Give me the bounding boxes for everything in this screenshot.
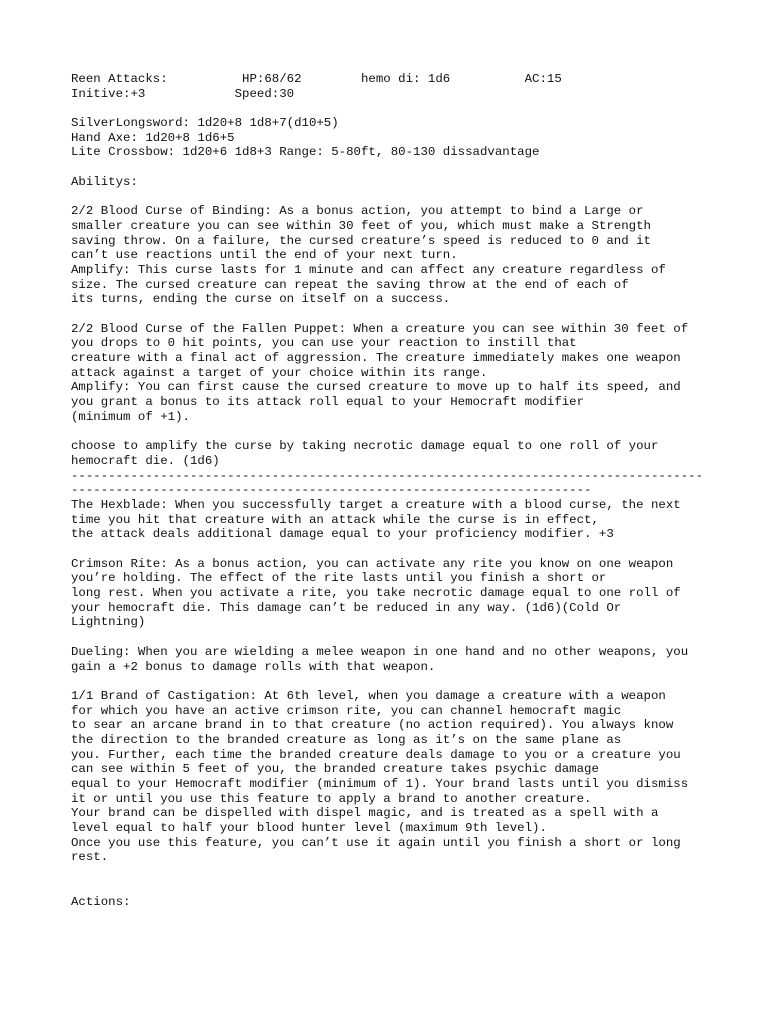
document-line: rest. — [71, 850, 109, 865]
document-line: hemocraft die. (1d6) — [71, 453, 220, 468]
document-line: Dueling: When you are wielding a melee weapon in one hand and no other weapons, you — [71, 644, 689, 659]
document-line — [71, 674, 711, 689]
document-line: time you hit that creature with an attack while the curse is in effect, — [71, 512, 599, 527]
document-line — [71, 101, 711, 116]
document-line: ------------------------------------------------------------------------------------- — [71, 468, 704, 483]
document-line — [71, 880, 711, 895]
document-line: Amplify: This curse lasts for 1 minute and can affect any creature regardless of — [71, 262, 666, 277]
document-line: 2/2 Blood Curse of Binding: As a bonus action, you attempt to bind a Large or — [71, 204, 644, 219]
document-line: Initive:+3 Speed:30 — [71, 86, 295, 101]
document-line: to sear an arcane brand in to that creature (no action required). You always know — [71, 718, 674, 733]
document-line: it or until you use this feature to apply a brand to another creature. — [71, 791, 592, 806]
document-line: you. Further, each time the branded creature deals damage to you or a creature you — [71, 747, 681, 762]
document-line: level equal to half your blood hunter level (maximum 9th level). — [71, 821, 547, 836]
document-line — [71, 307, 711, 322]
document-line: Crimson Rite: As a bonus action, you can activate any rite you know on one weapon — [71, 556, 674, 571]
document-line: (minimum of +1). — [71, 409, 190, 424]
document-line — [71, 630, 711, 645]
document-line: Hand Axe: 1d20+8 1d6+5 — [71, 130, 235, 145]
document-line: gain a +2 bonus to damage rolls with that weapon. — [71, 659, 436, 674]
document-line: smaller creature you can see within 30 feet of you, which must make a Strength — [71, 218, 651, 233]
document-line — [71, 865, 711, 880]
document-line: can see within 5 feet of you, the branded creature takes psychic damage — [71, 762, 599, 777]
document-line: Once you use this feature, you can’t use it again until you finish a short or long — [71, 835, 681, 850]
document-line: Your brand can be dispelled with dispel magic, and is treated as a spell with a — [71, 806, 659, 821]
document-line: size. The cursed creature can repeat the saving throw at the end of each of — [71, 277, 629, 292]
document-line: Lightning) — [71, 615, 146, 630]
document-line: you’re holding. The effect of the rite lasts until you finish a short or — [71, 571, 607, 586]
document-line: the direction to the branded creature as long as it’s on the same plane as — [71, 732, 622, 747]
document-line: 1/1 Brand of Castigation: At 6th level, when you damage a creature with a weapon — [71, 688, 666, 703]
document-line — [71, 160, 711, 175]
document-line — [71, 542, 711, 557]
document-line: attack against a target of your choice within its range. — [71, 365, 488, 380]
document-line: equal to your Hemocraft modifier (minimum of 1). Your brand lasts until you dismiss — [71, 777, 689, 791]
document-line: saving throw. On a failure, the cursed creature’s speed is reduced to 0 and it — [71, 233, 651, 248]
document-line — [71, 190, 711, 205]
document-line: long rest. When you activate a rite, you take necrotic damage equal to one roll of — [71, 586, 681, 601]
document-line: ---------------------------------------------------------------------- — [71, 483, 592, 498]
document-line: Actions: — [71, 894, 131, 909]
document-line: the attack deals additional damage equal to your proficiency modifier. +3 — [71, 527, 614, 542]
document-line: for which you have an active crimson rite, you can channel hemocraft magic — [71, 703, 622, 718]
document-line: Reen Attacks: HP:68/62 hemo di: 1d6 AC:15 — [71, 72, 562, 86]
document-line: Abilitys: — [71, 174, 138, 189]
document-line: 2/2 Blood Curse of the Fallen Puppet: When a creature you can see within 30 feet of — [71, 321, 689, 336]
document-line: its turns, ending the curse on itself on a success. — [71, 292, 451, 307]
document-line — [71, 425, 711, 440]
document-line: The Hexblade: When you successfully target a creature with a blood curse, the next — [71, 497, 681, 512]
document-line: SilverLongsword: 1d20+8 1d8+7(d10+5) — [71, 116, 339, 131]
document-line: your hemocraft die. This damage can’t be reduced in any way. (1d6)(Cold Or — [71, 600, 622, 615]
document-line: creature with a final act of aggression. The creature immediately makes one weapon — [71, 351, 681, 366]
document-line: choose to amplify the curse by taking necrotic damage equal to one roll of your — [71, 439, 659, 454]
document-line: you grant a bonus to its attack roll equal to your Hemocraft modifier — [71, 395, 585, 410]
document-line: Lite Crossbow: 1d20+6 1d8+3 Range: 5-80ft, 80-130 dissadvantage — [71, 145, 540, 160]
document-line: Amplify: You can first cause the cursed creature to move up to half its speed, and — [71, 380, 681, 395]
document-body — [71, 72, 711, 909]
document-line: you drops to 0 hit points, you can use your reaction to instill that — [71, 336, 577, 351]
document-line: can’t use reactions until the end of your next turn. — [71, 248, 458, 263]
